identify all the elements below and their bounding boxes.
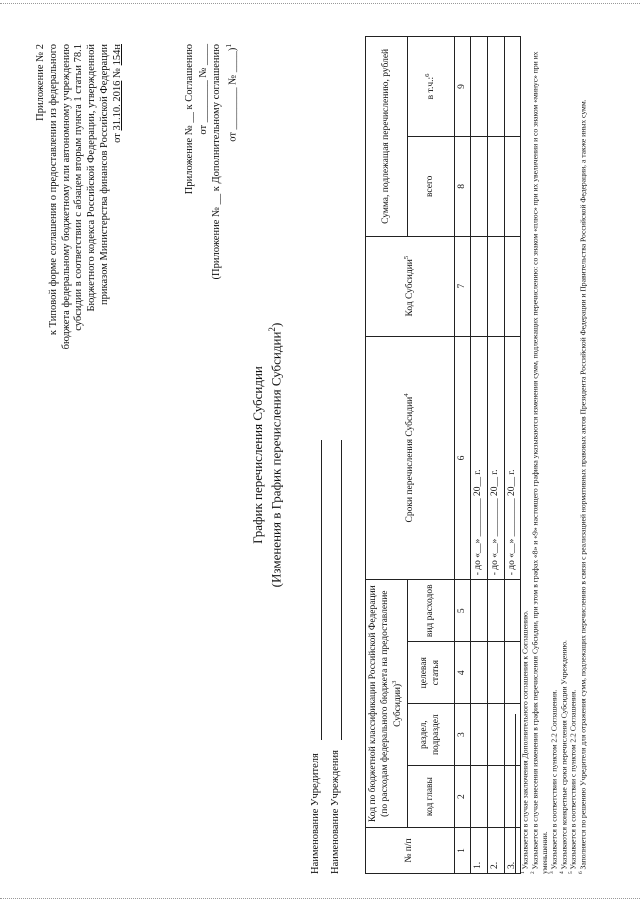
footnote — [559, 36, 569, 874]
header-incl-text: в т.ч.: — [426, 76, 437, 100]
column-number: 2 — [454, 766, 471, 828]
title-text: (Изменения в График перечисления Субсидии — [268, 331, 284, 588]
footnote-mark: 1 — [223, 44, 233, 48]
empty-cell — [471, 236, 488, 336]
appendix-line: субсидии в соответствии с абзацем вторым пункта 1 статьи 78.1 — [73, 44, 85, 331]
header-incl — [407, 37, 454, 137]
header-kbk-text: Код по бюджетной классификации Российской Федерации (по расходам федерального бюджета на предоставление Субсидии) — [368, 585, 404, 823]
empty-cell — [488, 136, 505, 236]
header-code-text: Код Субсидии — [405, 259, 416, 317]
header-total: всего — [407, 136, 454, 236]
appendix-number: Приложение № 2 — [35, 44, 46, 121]
footnote-text: Указывается в случае заключения Дополнительного соглашения к Соглашению. — [520, 610, 530, 870]
empty-cell — [504, 766, 521, 828]
title-line — [267, 30, 285, 880]
scan-edge-bottom — [0, 898, 640, 899]
footnote — [578, 36, 588, 874]
column-number: 8 — [454, 136, 471, 236]
empty-cell — [488, 580, 505, 642]
row-number: 1. — [471, 828, 488, 874]
agreement-ref-line: Приложение № __ к Соглашению — [184, 44, 195, 195]
empty-cell — [471, 580, 488, 642]
agreement-ref-line: (Приложение № __ к Дополнительному соглашению — [211, 44, 223, 280]
institution-label: Наименование Учреждения — [330, 750, 341, 874]
header-terms — [366, 336, 455, 580]
footnote-text: Указываются конкретные сроки перечисления Субсидии Учреждению. — [559, 640, 569, 870]
appendix-block — [35, 44, 125, 354]
agreement-ref-text: от ________ № ____) — [227, 47, 239, 142]
footnote-mark: 6 — [424, 73, 432, 77]
footnotes — [520, 36, 588, 874]
footnote — [568, 36, 578, 874]
empty-cell — [488, 704, 505, 766]
footnote-text: Указывается в соответствии с пунктом 2.2 Соглашения. — [549, 689, 559, 870]
institution-fill-line — [341, 440, 342, 740]
empty-cell — [504, 37, 521, 137]
footnote — [530, 36, 549, 874]
transfer-term: - до «__» ________ 20__ г. — [504, 336, 521, 580]
title-line: График перечисления Субсидии — [250, 366, 265, 544]
footnote-text: Указывается в случае внесения изменения в график перечисления Субсидии, при этом в графах «8» и «9» настоящего графика указываются изменения сумм, подлежащих перечислению: со знаком «плюс» при их увеличении и со знаком «минус» при их уменьшении. — [530, 51, 549, 874]
rotated-document-sheet — [25, 30, 615, 880]
column-number: 3 — [454, 704, 471, 766]
order-date: 31.10. 2016 — [111, 80, 123, 131]
footnote — [520, 36, 530, 874]
empty-cell — [488, 236, 505, 336]
empty-cell — [471, 37, 488, 137]
footnote-mark: 5 — [403, 255, 411, 260]
founder-fill-line — [321, 440, 322, 740]
empty-cell — [488, 766, 505, 828]
empty-cell — [488, 642, 505, 704]
footnote-mark: 3 — [391, 680, 399, 684]
footnote — [549, 36, 559, 874]
row-number: 2. — [488, 828, 505, 874]
column-number: 1 — [454, 828, 471, 874]
empty-cell — [504, 136, 521, 236]
header-exptype: вид расходов — [407, 580, 454, 642]
footnote-separator — [515, 714, 516, 874]
empty-cell — [504, 580, 521, 642]
table-row — [471, 37, 488, 874]
appendix-line: приказом Министерства финансов Российской Федерации — [98, 44, 110, 305]
scan-edge-top — [0, 3, 640, 4]
column-number: 5 — [454, 580, 471, 642]
header-amount: Сумма, подлежащая перечислению, рублей — [366, 37, 408, 237]
empty-cell — [471, 766, 488, 828]
footnote-text: Заполняется по решению Учредителя для отражения сумм, подлежащих перечислению в связи с реализацией нормативных правовых актов Президента Российской Федерации и Правительства Российской Федерации, а также иных сумм. — [578, 99, 588, 870]
order-number: 154н — [111, 44, 123, 66]
transfer-schedule-table — [365, 36, 521, 874]
table-row — [504, 37, 521, 874]
empty-cell — [488, 37, 505, 137]
table-row — [488, 37, 505, 874]
column-number: 4 — [454, 642, 471, 704]
header-chapter: код главы — [407, 766, 454, 828]
footnote-number: 5 — [568, 871, 575, 874]
header-section: раздел, подраздел — [407, 704, 454, 766]
title-close: ) — [268, 322, 284, 328]
footnote-mark: 4 — [403, 393, 411, 397]
footnote-mark: 2 — [266, 327, 277, 332]
column-number: 7 — [454, 236, 471, 336]
agreement-reference — [183, 44, 240, 354]
row-number: 3. — [504, 828, 521, 874]
header-code — [366, 236, 455, 336]
appendix-line: к Типовой форме соглашения о предоставлении из федерального — [47, 44, 59, 336]
empty-cell — [471, 704, 488, 766]
footnote-text: Указывается в соответствии с пунктом 2.2 Соглашения. — [568, 689, 578, 870]
footnote-number: 4 — [558, 871, 565, 874]
agreement-ref-line: от ________ № ____ — [197, 44, 209, 135]
appendix-line: бюджета федеральному бюджетному или автономному учреждению — [60, 44, 72, 350]
header-num: № п/п — [366, 828, 455, 874]
order-no-label: № — [111, 68, 123, 79]
column-number: 9 — [454, 37, 471, 137]
founder-label: Наименование Учредителя — [310, 753, 321, 874]
header-kbk — [366, 580, 408, 828]
header-terms-text: Сроки перечисления Субсидии — [405, 396, 416, 523]
appendix-order-line — [112, 44, 125, 354]
column-number-row — [454, 37, 471, 874]
footnote-number: 6 — [578, 871, 585, 874]
footnote-number: 2 — [529, 871, 536, 874]
empty-cell — [504, 704, 521, 766]
header-target: целевая статья — [407, 642, 454, 704]
transfer-term: - до «__» ________ 20__ г. — [471, 336, 488, 580]
appendix-line: Бюджетного кодекса Российской Федерации, утвержденной — [86, 44, 98, 312]
empty-cell — [471, 642, 488, 704]
empty-cell — [504, 642, 521, 704]
empty-cell — [504, 236, 521, 336]
table-header-row — [366, 37, 408, 874]
document-title — [250, 30, 285, 880]
footnote-number: 3 — [548, 871, 555, 874]
order-prefix: от — [111, 133, 123, 143]
agreement-ref-line — [224, 44, 240, 354]
column-number: 6 — [454, 336, 471, 580]
footnote-number: 1 — [520, 871, 526, 874]
transfer-term: - до «__» ________ 20__ г. — [488, 336, 505, 580]
empty-cell — [471, 136, 488, 236]
